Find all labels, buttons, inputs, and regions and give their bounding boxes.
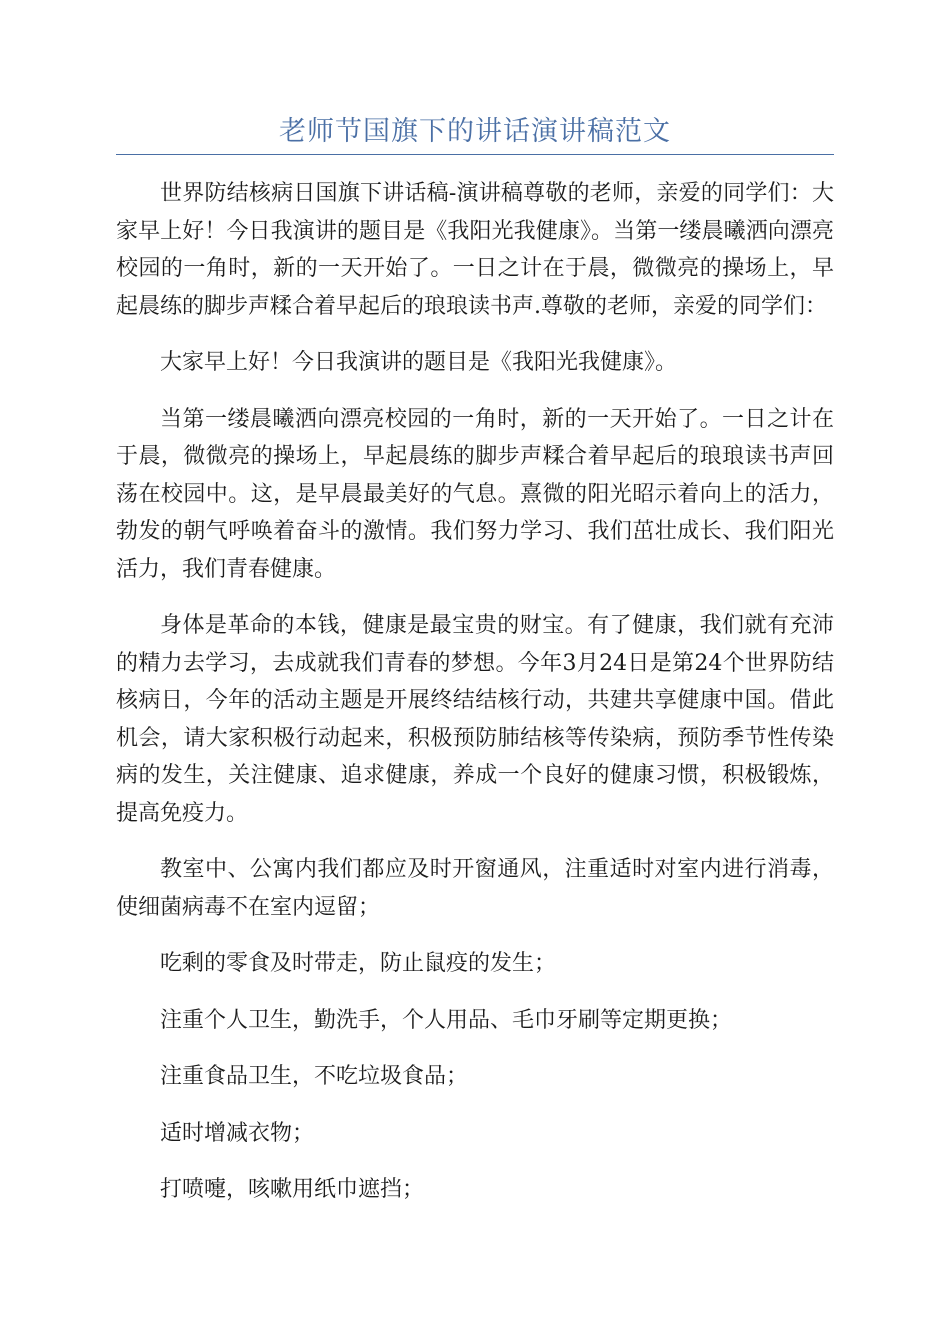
paragraph: 身体是革命的本钱，健康是最宝贵的财宝。有了健康，我们就有充沛的精力去学习，去成就我们青春的梦想。今年3月24日是第24个世界防结核病日，今年的活动主题是开展终结结核行动，共建共享健康中国。借此机会，请大家积极行动起来，积极预防肺结核等传染病，预防季节性传染病的发生，关注健康、追求健康，养成一个良好的健康习惯，积极锻炼，提高免疫力。	[116, 613, 834, 826]
document-title: 老师节国旗下的讲话演讲稿范文	[279, 116, 671, 147]
paragraph: 适时增减衣物；	[160, 1120, 315, 1146]
title-underline	[116, 154, 834, 155]
paragraph: 注重个人卫生，勤洗手，个人用品、毛巾牙刷等定期更换；	[160, 1007, 733, 1033]
paragraph: 世界防结核病日国旗下讲话稿-演讲稿尊敬的老师，亲爱的同学们：大家早上好！今日我演讲的题目是《我阳光我健康》。当第一缕晨曦洒向漂亮校园的一角时，新的一天开始了。一日之计在于晨，微微亮的操场上，早起晨练的脚步声糅合着早起后的琅琅读书声.尊敬的老师，亲爱的同学们：	[116, 181, 834, 319]
document-body	[116, 175, 834, 1228]
paragraph: 当第一缕晨曦洒向漂亮校园的一角时，新的一天开始了。一日之计在于晨，微微亮的操场上，早起晨练的脚步声糅合着早起后的琅琅读书声回荡在校园中。这，是早晨最美好的气息。熹微的阳光昭示着向上的活力，勃发的朝气呼唤着奋斗的激情。我们努力学习、我们茁壮成长、我们阳光活力，我们青春健康。	[116, 406, 834, 582]
paragraph: 教室中、公寓内我们都应及时开窗通风，注重适时对室内进行消毒，使细菌病毒不在室内逗留；	[116, 857, 834, 920]
paragraph: 打喷嚏，咳嗽用纸巾遮挡；	[160, 1177, 425, 1202]
paragraph: 吃剩的零食及时带走，防止鼠疫的发生；	[160, 951, 557, 976]
paragraph: 注重食品卫生，不吃垃圾食品；	[160, 1064, 469, 1089]
paragraph: 大家早上好！今日我演讲的题目是《我阳光我健康》。	[160, 350, 678, 375]
